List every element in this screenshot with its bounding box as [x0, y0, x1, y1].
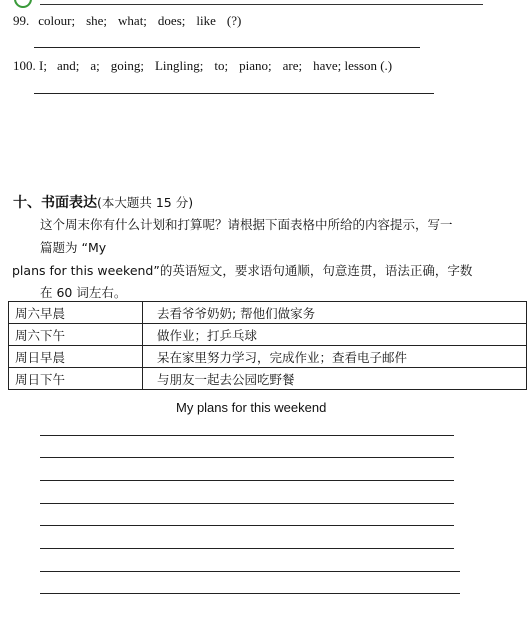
instruction-line-1: 这个周末你有什么计划和打算呢？请根据下面表格中所给的内容提示，写一: [40, 217, 453, 232]
activity-cell: 去看爷爷奶奶; 帮他们做家务: [143, 302, 527, 324]
q99-number: 99.: [13, 13, 30, 28]
essay-title: My plans for this weekend: [176, 400, 327, 415]
q99-word: she;: [86, 13, 108, 28]
time-cell: 周六下午: [9, 324, 143, 346]
section-title: 十、书面表达: [13, 196, 97, 211]
q100-answer-line[interactable]: [34, 93, 434, 94]
q99-word: (?): [226, 13, 242, 28]
activity-cell: 呆在家里努力学习，完成作业；查看电子邮件: [143, 346, 527, 368]
question-99: [13, 13, 252, 29]
q100-word: have; lesson (.): [313, 58, 393, 73]
plan-table: [8, 301, 527, 390]
top-divider: [40, 4, 483, 5]
q99-word: colour;: [38, 13, 76, 28]
green-circle-mark: [14, 0, 32, 8]
q100-word: are;: [282, 58, 303, 73]
table-row: [9, 346, 527, 368]
activity-cell: 做作业；打乒乓球: [143, 324, 527, 346]
writing-line[interactable]: [40, 548, 454, 549]
writing-line[interactable]: [40, 525, 454, 526]
table-row: [9, 368, 527, 390]
q100-word: Lingling;: [154, 58, 204, 73]
writing-line[interactable]: [40, 435, 454, 436]
time-cell: 周日下午: [9, 368, 143, 390]
instruction-line-2: 篇题为 “My: [40, 240, 107, 255]
activity-cell: 与朋友一起去公园吃野餐: [143, 368, 527, 390]
q99-word: does;: [157, 13, 186, 28]
section-heading: [13, 192, 193, 212]
table-row: [9, 302, 527, 324]
instruction-line-4: 在 60 词左右。: [40, 285, 127, 300]
table-row: [9, 324, 527, 346]
q100-word: piano;: [239, 58, 272, 73]
q100-number: 100. I;: [13, 58, 47, 73]
time-cell: 周日早晨: [9, 346, 143, 368]
time-cell: 周六早晨: [9, 302, 143, 324]
q100-word: to;: [214, 58, 229, 73]
question-100: [13, 58, 403, 74]
q100-word: a;: [90, 58, 100, 73]
q99-answer-line[interactable]: [34, 47, 420, 48]
section-points: (本大题共 15 分): [97, 195, 194, 210]
writing-line[interactable]: [40, 480, 454, 481]
instruction-line-3: plans for this weekend”的英语短文，要求语句通顺，句意连贯，语法正确，字数: [12, 263, 473, 278]
q100-word: and;: [56, 58, 80, 73]
q99-word: like: [196, 13, 216, 28]
writing-line[interactable]: [40, 571, 460, 572]
q100-word: going;: [110, 58, 144, 73]
q99-word: what;: [118, 13, 147, 28]
writing-line[interactable]: [40, 457, 454, 458]
writing-line[interactable]: [40, 593, 460, 594]
writing-line[interactable]: [40, 503, 454, 504]
